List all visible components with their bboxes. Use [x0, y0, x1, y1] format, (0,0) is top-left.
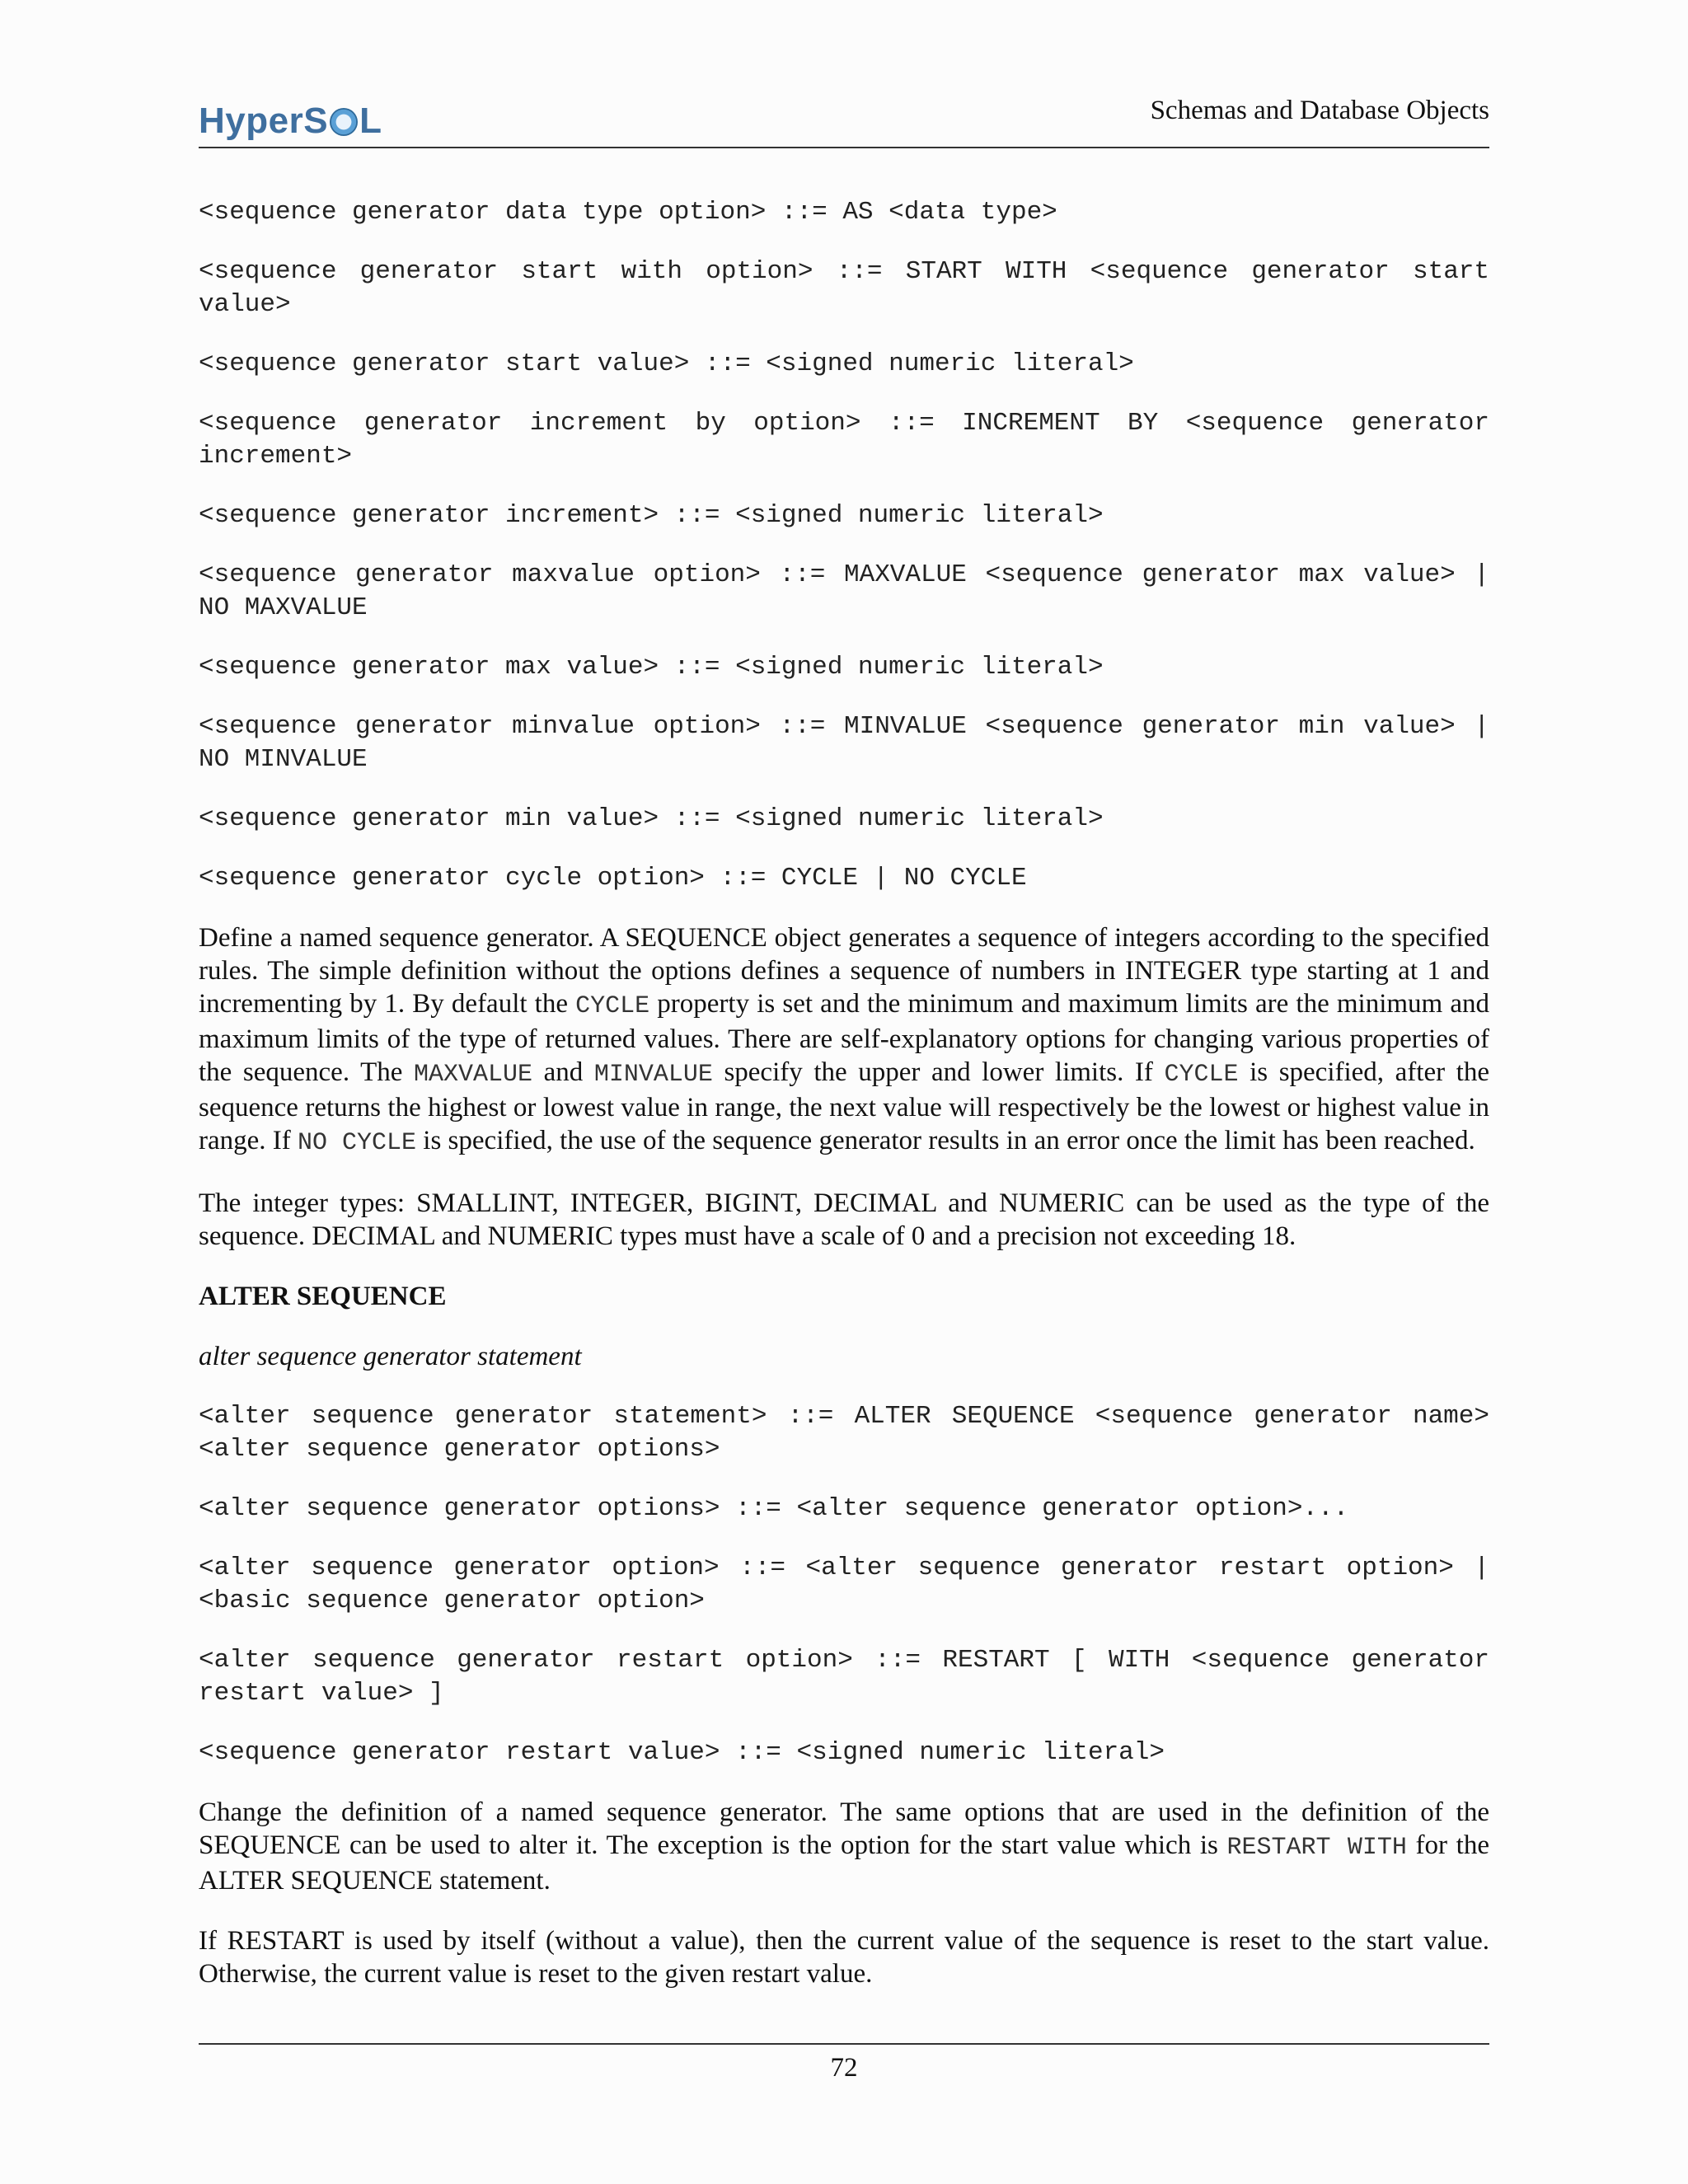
inline-code: CYCLE: [1164, 1061, 1239, 1089]
chapter-title: Schemas and Database Objects: [1150, 96, 1489, 125]
syntax-start-value: <sequence generator start value> ::= <signed numeric literal>: [199, 349, 1134, 378]
page-content: [199, 196, 1505, 2018]
inline-code: MAXVALUE: [413, 1061, 532, 1089]
syntax-start-with-option: <sequence generator start with option> ::= START WITH <sequence generator start value>: [199, 257, 1505, 319]
section-subtitle: alter sequence generator statement: [199, 1342, 582, 1371]
logo-text-right: L: [359, 101, 382, 141]
syntax-restart-value: <sequence generator restart value> ::= <signed numeric literal>: [199, 1738, 1165, 1767]
syntax-increment-by-option: <sequence generator increment by option> ::= INCREMENT BY <sequence generator increment>: [199, 409, 1505, 471]
syntax-cycle-option: <sequence generator cycle option> ::= CYCLE | NO CYCLE: [199, 864, 1027, 893]
logo-text-left: HyperS: [199, 101, 329, 141]
section-heading-alter-sequence: ALTER SEQUENCE: [199, 1282, 447, 1311]
syntax-min-value: <sequence generator min value> ::= <signed numeric literal>: [199, 804, 1104, 833]
paragraph-restart: If RESTART is used by itself (without a value), then the current value of the sequence is reset to the start value. Otherwise, the current value is reset to the given restart value.: [199, 1926, 1489, 1989]
syntax-minvalue-option: <sequence generator minvalue option> ::= MINVALUE <sequence generator min value> | NO MINVALUE: [199, 712, 1505, 774]
paragraph-define-sequence: Define a named sequence generator. A SEQUENCE object generates a sequence of integers according to the specified rules. The simple definition without the options defines a sequence of numbers in INTEGER type starting at 1 and incrementing by 1. By default the CYCLE property is set and the minimum and maximum limits are the minimum and maximum limits of the type of returned values. There are self-explanatory options for changing various properties of the sequence. The MAXVALUE and MINVALUE specify the upper and lower limits. If CYCLE is specified, after the sequence returns the highest or lowest value in range, the next value will respectively be the lowest or highest value in range. If NO CYCLE is specified, the use of the sequence generator results in an error once the limit has been reached.: [199, 923, 1489, 1157]
syntax-maxvalue-option: <sequence generator maxvalue option> ::= MAXVALUE <sequence generator max value> | NO MAXVALUE: [199, 560, 1505, 622]
page-footer: [199, 2043, 1489, 2083]
inline-code: MINVALUE: [593, 1061, 713, 1089]
syntax-data-type-option: <sequence generator data type option> ::= AS <data type>: [199, 198, 1057, 227]
syntax-increment: <sequence generator increment> ::= <signed numeric literal>: [199, 501, 1104, 530]
paragraph-change-definition: Change the definition of a named sequence generator. The same options that are used in the definition of the SEQUENCE can be used to alter it. The exception is the option for the start value which is RESTART WITH for the ALTER SEQUENCE statement.: [199, 1797, 1489, 1896]
inline-code: RESTART WITH: [1226, 1834, 1407, 1862]
syntax-max-value: <sequence generator max value> ::= <signed numeric literal>: [199, 653, 1104, 682]
syntax-alter-options: <alter sequence generator options> ::= <alter sequence generator option>...: [199, 1494, 1349, 1523]
logo-magnifier-icon: [330, 108, 358, 136]
syntax-restart-option: <alter sequence generator restart option> ::= RESTART [ WITH <sequence generator restart value> ]: [199, 1646, 1505, 1708]
syntax-alter-option: <alter sequence generator option> ::= <alter sequence generator restart option> | <basic sequence generator option>: [199, 1554, 1505, 1615]
inline-code: NO CYCLE: [298, 1129, 417, 1157]
page-header: [199, 89, 1489, 148]
paragraph-integer-types: The integer types: SMALLINT, INTEGER, BIGINT, DECIMAL and NUMERIC can be used as the type of the sequence. DECIMAL and NUMERIC types must have a scale of 0 and a precision not exceeding 18.: [199, 1188, 1489, 1251]
hypersql-logo: [199, 101, 382, 142]
syntax-alter-statement: <alter sequence generator statement> ::= ALTER SEQUENCE <sequence generator name> <alter sequence generator options>: [199, 1402, 1505, 1464]
inline-code: CYCLE: [575, 992, 650, 1020]
page-number: 72: [830, 2053, 858, 2083]
